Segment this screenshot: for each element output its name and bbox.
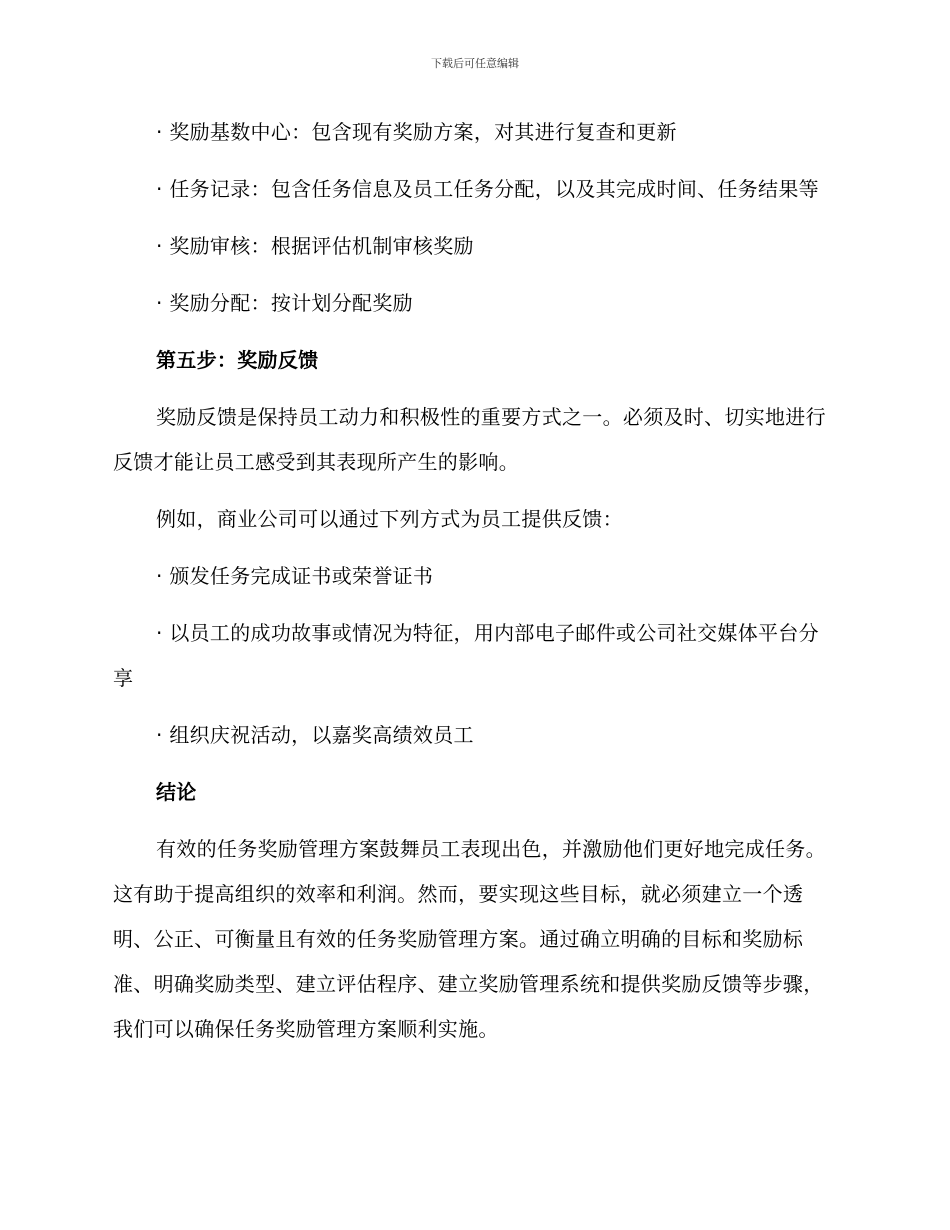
section-heading-conclusion: 结论 (156, 780, 197, 804)
bullet-reward-review: · 奖励审核：根据评估机制审核奖励 (156, 234, 474, 258)
page-header: 下载后可任意编辑 (431, 57, 519, 70)
bullet-certificate: · 颁发任务完成证书或荣誉证书 (156, 564, 434, 588)
step5-example-paragraph: 例如，商业公司可以通过下列方式为员工提供反馈： (156, 507, 623, 531)
bullet-celebration: · 组织庆祝活动，以嘉奖高绩效员工 (156, 723, 474, 747)
bullet-reward-distribution: · 奖励分配：按计划分配奖励 (156, 291, 413, 315)
document-body (113, 110, 833, 1052)
section-heading-step5: 第五步：奖励反馈 (156, 348, 319, 372)
bullet-task-record: · 任务记录：包含任务信息及员工任务分配，以及其完成时间、任务结果等 (156, 177, 819, 201)
step5-paragraph: 奖励反馈是保持员工动力和积极性的重要方式之一。必须及时、切实地进行反馈才能让员工感受到其表现所产生的影响。 (113, 405, 826, 474)
bullet-success-story: · 以员工的成功故事或情况为特征，用内部电子邮件或公司社交媒体平台分享 (113, 621, 819, 690)
bullet-reward-base-center: · 奖励基数中心：包含现有奖励方案，对其进行复查和更新 (156, 120, 677, 144)
conclusion-paragraph: 有效的任务奖励管理方案鼓舞员工表现出色，并激励他们更好地完成任务。这有助于提高组织的效率和利润。然而，要实现这些目标，就必须建立一个透明、公正、可衡量且有效的任务奖励管理方案。通过确立明确的目标和奖励标准、明确奖励类型、建立评估程序、建立奖励管理系统和提供奖励反馈等步骤，我们可以确保任务奖励管理方案顺利实施。 (113, 837, 826, 1041)
